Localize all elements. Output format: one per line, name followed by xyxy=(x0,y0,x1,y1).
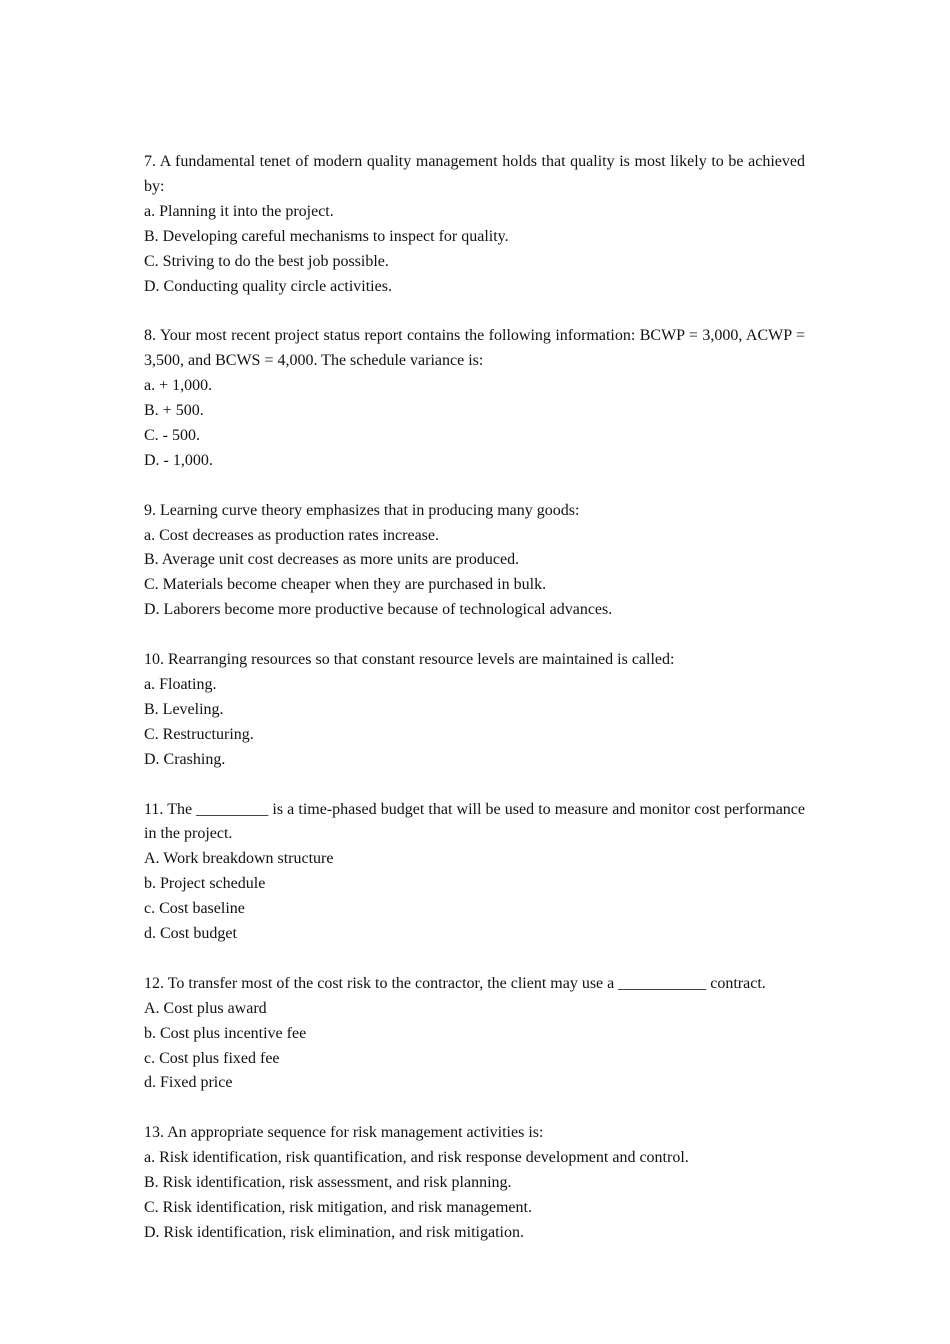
answer-option: B. Leveling. xyxy=(144,700,224,718)
answer-option: D. Conducting quality circle activities. xyxy=(144,277,392,295)
question-stem: 8. Your most recent project status report contains the following information: BCWP = 3,000, ACWP = 3,500, and BCWS = 4,000. The schedule variance is: xyxy=(144,327,805,370)
answer-option: C. - 500. xyxy=(144,426,200,444)
answer-option: b. Cost plus incentive fee xyxy=(144,1024,307,1042)
answer-option: a. Planning it into the project. xyxy=(144,202,334,220)
answer-option: c. Cost baseline xyxy=(144,900,245,918)
answer-option: c. Cost plus fixed fee xyxy=(144,1049,280,1067)
answer-option: d. Cost budget xyxy=(144,925,237,943)
question-13 xyxy=(144,1121,805,1246)
question-stem: 7. A fundamental tenet of modern quality management holds that quality is most likely to be achieved by: xyxy=(144,153,805,195)
question-12 xyxy=(144,972,805,1097)
answer-option: a. + 1,000. xyxy=(144,377,213,395)
answer-option: d. Fixed price xyxy=(144,1074,233,1092)
answer-option: B. Developing careful mechanisms to inspect for quality. xyxy=(144,227,509,245)
answer-option: A. Cost plus award xyxy=(144,999,267,1017)
question-stem: 10. Rearranging resources so that constant resource levels are maintained is called: xyxy=(144,651,675,669)
question-11 xyxy=(144,798,805,947)
question-7 xyxy=(144,150,805,299)
question-8 xyxy=(144,324,805,473)
answer-option: B. + 500. xyxy=(144,402,204,420)
answer-option: C. Striving to do the best job possible. xyxy=(144,252,389,270)
question-stem: 13. An appropriate sequence for risk management activities is: xyxy=(144,1124,544,1142)
answer-option: C. Materials become cheaper when they are purchased in bulk. xyxy=(144,576,547,594)
answer-option: D. Crashing. xyxy=(144,750,226,768)
question-9 xyxy=(144,499,805,624)
answer-option: A. Work breakdown structure xyxy=(144,850,334,868)
answer-option: D. Risk identification, risk elimination, and risk mitigation. xyxy=(144,1223,524,1241)
question-stem: 9. Learning curve theory emphasizes that in producing many goods: xyxy=(144,501,580,519)
answer-option: B. Risk identification, risk assessment, and risk planning. xyxy=(144,1174,512,1192)
answer-option: C. Restructuring. xyxy=(144,725,254,743)
answer-option: a. Risk identification, risk quantification, and risk response development and control. xyxy=(144,1149,689,1167)
question-stem: 12. To transfer most of the cost risk to the contractor, the client may use a ___________ contract. xyxy=(144,974,766,992)
answer-option: C. Risk identification, risk mitigation, and risk management. xyxy=(144,1198,532,1216)
answer-option: a. Cost decreases as production rates increase. xyxy=(144,526,439,544)
answer-option: D. Laborers become more productive because of technological advances. xyxy=(144,601,613,619)
document-page xyxy=(144,150,805,1271)
answer-option: b. Project schedule xyxy=(144,875,266,893)
answer-option: a. Floating. xyxy=(144,675,217,693)
question-stem: 11. The _________ is a time-phased budget that will be used to measure and monitor cost performance in the project. xyxy=(144,800,805,843)
answer-option: D. - 1,000. xyxy=(144,451,213,469)
answer-option: B. Average unit cost decreases as more units are produced. xyxy=(144,551,520,569)
question-10 xyxy=(144,648,805,773)
